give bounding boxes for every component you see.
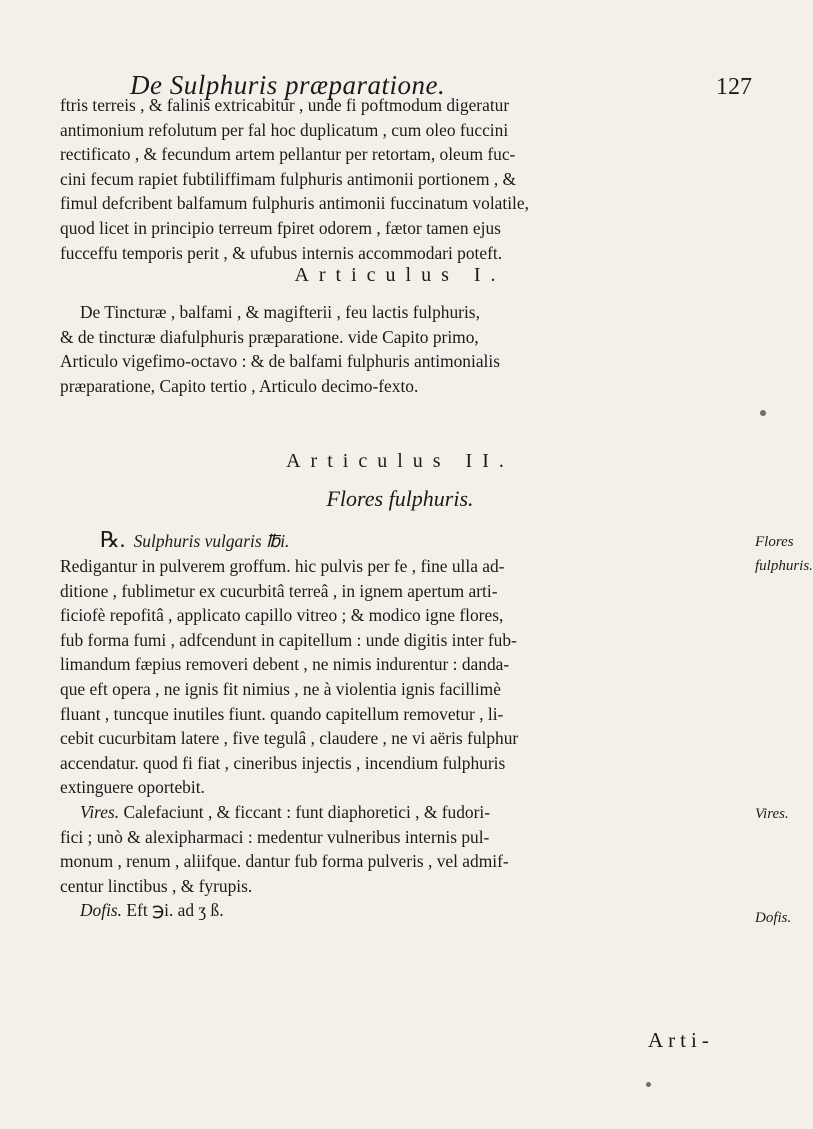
paragraph-dosis — [60, 898, 750, 923]
text-line: fluant , tuncque inutiles fiunt. quando capitellum removetur , li- — [60, 703, 504, 724]
text-line: De Tincturæ , balfami , & magifterii , feu lactis fulphuris, — [80, 302, 480, 322]
recipe-line — [60, 528, 750, 554]
text-line: extinguere oportebit. — [60, 777, 205, 798]
articulus-2-heading — [60, 450, 740, 473]
articulus-2-subheading — [60, 486, 740, 512]
recipe-symbol: ℞. — [100, 527, 126, 552]
text-line: & de tincturæ diafulphuris præparatione. vide Capito primo, — [60, 326, 479, 347]
section-heading: Articulus I. — [294, 264, 506, 286]
text-line: quod licet in principio terreum fpiret odorem , fætor tamen ejus — [60, 217, 501, 238]
dosis-label: Dofis. — [80, 900, 123, 920]
margin-note-dosis: Dofis. — [755, 910, 792, 926]
paragraph-3 — [60, 554, 750, 800]
text-line: rectificato , & fecundum artem pellantur per retortam, oleum fuc- — [60, 144, 516, 165]
text-line: ficiofè repofitâ , applicato capillo vitreo ; & modico igne flores, — [60, 605, 504, 626]
text-line: Articulo vigefimo-octavo : & de balfami fulphuris antimonialis — [60, 351, 500, 372]
paragraph-1 — [60, 93, 750, 265]
dosis-text: Eft ℈i. ad ʒ ß. — [126, 900, 224, 920]
text-line — [60, 898, 750, 923]
recipe-ingredient: Sulphuris vulgaris ℔i. — [133, 531, 290, 551]
running-title: De Sulphuris præparatione. — [130, 70, 446, 100]
articulus-1-heading — [60, 264, 740, 287]
text-line: præparatione, Capito tertio , Articulo decimo-fexto. — [60, 375, 419, 396]
text-line: antimonium refolutum per fal hoc duplicatum , cum oleo fuccini — [60, 119, 509, 140]
text-line: que eft opera , ne ignis fit nimius , ne à violentia ignis facillimè — [60, 678, 501, 699]
text-line: cebit cucurbitam latere , five tegulâ , claudere , ne vi aëris fulphur — [60, 728, 519, 749]
text-line: cini fecum rapiet fubtiliffimam fulphuris antimonii portionem , & — [60, 168, 517, 189]
text-line: fub forma fumi , adfcendunt in capitellum : unde digitis inter fub- — [60, 629, 517, 650]
text-line: fici ; unò & alexipharmaci : medentur vulneribus internis pul- — [60, 826, 490, 847]
paragraph-2 — [60, 300, 750, 398]
text-line: limandum fæpius removeri debent , ne nimis indurentur : danda- — [60, 654, 510, 675]
ink-spot — [646, 1082, 651, 1087]
margin-note-flores: Flores — [755, 534, 794, 550]
section-heading: Articulus II. — [286, 450, 514, 472]
paragraph-vires — [60, 800, 750, 898]
page-number: 127 — [716, 74, 752, 100]
catchword: Arti- — [648, 1028, 714, 1052]
text-line — [60, 800, 750, 825]
text-line: fimul defcribent balfamum fulphuris antimonii fuccinatum volatile, — [60, 193, 529, 214]
text-line: ftris terreis , & falinis extricabitur , unde fi poftmodum digeratur — [60, 95, 510, 115]
vires-label: Vires. — [80, 802, 120, 822]
text-line: Redigantur in pulverem groffum. hic pulvis per fe , fine ulla ad- — [60, 556, 505, 576]
text-line: accendatur. quod fi fiat , cineribus injectis , incendium fulphuris — [60, 752, 506, 773]
text-line: monum , renum , aliifque. dantur fub forma pulveris , vel admif- — [60, 851, 509, 872]
margin-note-fulphuris: fulphuris. — [755, 558, 813, 574]
margin-note-vires: Vires. — [755, 806, 789, 822]
section-subheading: Flores fulphuris. — [326, 486, 474, 511]
text-line: fucceffu temporis perit , & ufubus internis accommodari poteft. — [60, 242, 503, 263]
ink-spot — [760, 410, 766, 416]
vires-text: Calefaciunt , & ficcant : funt diaphoretici , & fudori- — [123, 802, 491, 822]
text-line: ditione , fublimetur ex cucurbitâ terreâ , in ignem apertum arti- — [60, 580, 498, 601]
text-line: centur linctibus , & fyrupis. — [60, 875, 253, 896]
